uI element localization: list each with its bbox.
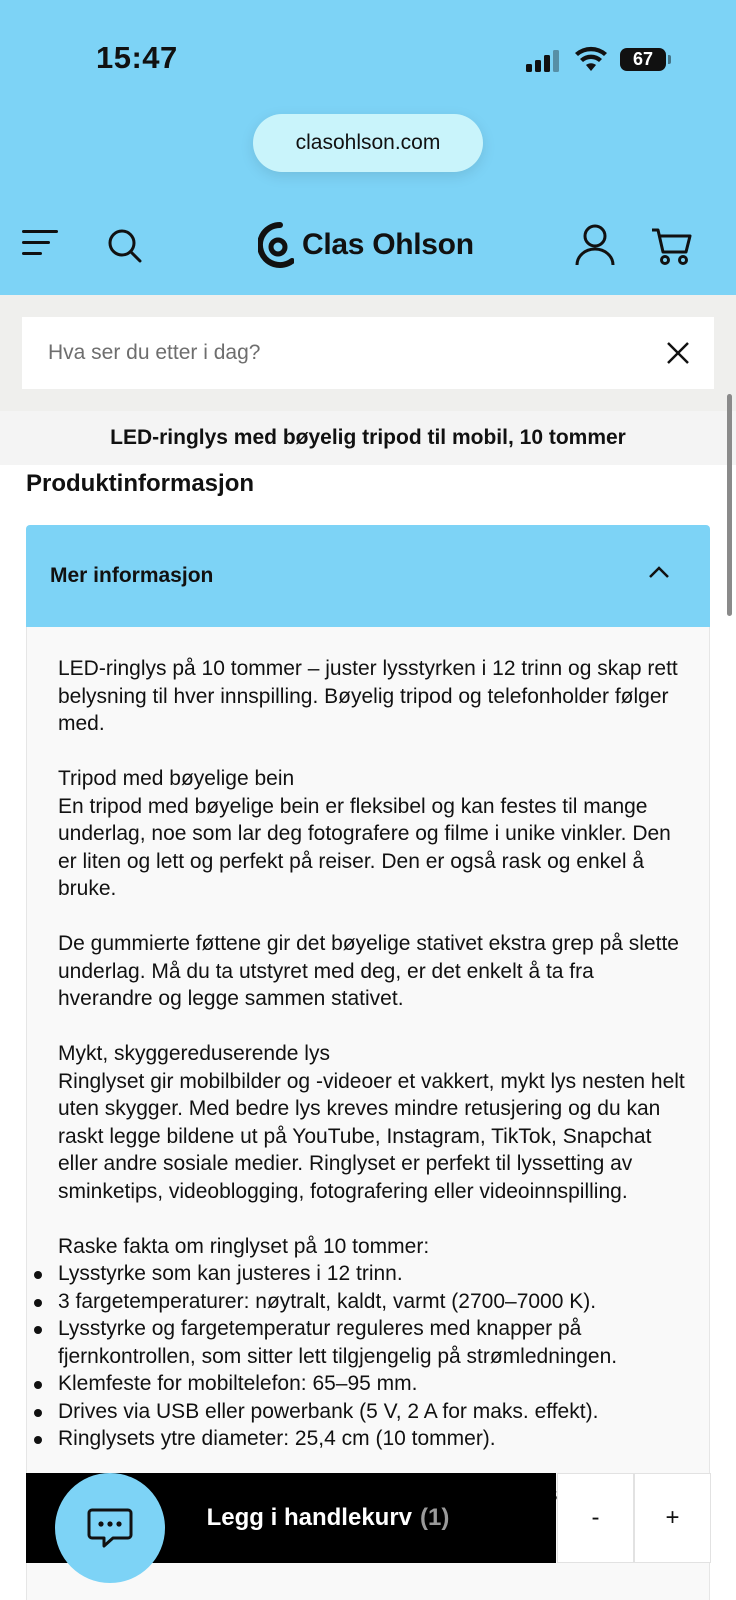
facts-heading: Raske fakta om ringlyset på 10 tommer: [58, 1234, 430, 1258]
chat-icon [87, 1507, 133, 1549]
list-item: Lysstyrke som kan justeres i 12 trinn. [58, 1260, 688, 1288]
cellular-signal-icon [526, 50, 562, 72]
status-time: 15:47 [96, 40, 178, 75]
logo-text: Clas Ohlson [302, 228, 474, 261]
logo-mark-icon [258, 221, 294, 269]
search-band [0, 295, 736, 411]
list-item: Drives via USB eller powerbank (5 V, 2 A for maks. effekt). [58, 1398, 688, 1426]
cart-icon[interactable] [650, 226, 692, 266]
description-paragraph: De gummierte føttene gir det bøyelige stativet ekstra grep på slette underlag. Må du ta utstyret med deg, er det enkelt å ta fra hverandre og legge sammen stativet. [58, 932, 679, 1010]
battery-icon: 67 [620, 48, 666, 71]
scrollbar[interactable] [727, 394, 732, 616]
address-bar[interactable]: clasohlson.com [253, 114, 483, 172]
product-title: LED-ringlys med bøyelig tripod til mobil, 10 tommer [0, 411, 736, 465]
search-icon[interactable] [107, 228, 143, 264]
chat-button[interactable] [55, 1473, 165, 1583]
top-bar [0, 0, 736, 295]
search-box [22, 317, 714, 389]
user-account-icon[interactable] [575, 224, 615, 266]
add-to-cart-label: Legg i handlekurv [206, 1504, 413, 1531]
description-text: En tripod med bøyelige bein er fleksibel og kan festes til mange underlag, noe som lar deg fotografere og filme i unike vinkler. Den er liten og lett og perfekt på reiser. Den er også rask og enkel å bruke. [58, 794, 671, 900]
subheading: Tripod med bøyelige bein [58, 767, 295, 790]
accordion-label: Mer informasjon [50, 564, 214, 587]
increase-quantity-button[interactable]: + [634, 1473, 711, 1563]
section-title: Produktinformasjon [26, 470, 255, 497]
facts-list [58, 1260, 688, 1453]
list-item: Klemfeste for mobiltelefon: 65–95 mm. [58, 1370, 688, 1398]
product-description [58, 655, 688, 1508]
subheading: Mykt, skyggereduserende lys [58, 1042, 330, 1065]
description-paragraph [58, 765, 688, 903]
search-input[interactable] [46, 340, 606, 366]
decrease-quantity-button[interactable]: - [557, 1473, 634, 1563]
description-paragraph [58, 1040, 688, 1205]
accordion-body [26, 627, 710, 1600]
description-text: Ringlyset gir mobilbilder og -videoer et vakkert, mykt lys nesten helt uten skygger. Med bedre lys kreves mindre retusjering og du kan raskt legge bildene ut på YouTube, Instagram, TikTok, Snapchat eller andre sosiale medier. Ringlyset er perfekt til lyssetting av sminketips, videoblogging, fotografering eller videoinnspilling. [58, 1069, 685, 1203]
close-icon[interactable] [666, 341, 690, 365]
list-item: Ringlysets ytre diameter: 25,4 cm (10 tommer). [58, 1425, 688, 1453]
chevron-up-icon[interactable] [648, 565, 670, 579]
menu-icon[interactable] [22, 226, 60, 260]
cart-count: (1) [420, 1504, 450, 1531]
description-paragraph: LED-ringlys på 10 tommer – juster lysstyrken i 12 trinn og skap rett belysning til hver innspilling. Bøyelig tripod og telefonholder følger med. [58, 657, 678, 735]
list-item: 3 fargetemperaturer: nøytralt, kaldt, varmt (2700–7000 K). [58, 1288, 688, 1316]
wifi-icon [574, 46, 608, 72]
accordion-header[interactable] [26, 525, 710, 627]
list-item: Lysstyrke og fargetemperatur reguleres med knapper på fjernkontrollen, som sitter lett tilgjengelig på strømledningen. [58, 1315, 688, 1370]
clas-ohlson-logo[interactable] [258, 220, 474, 270]
